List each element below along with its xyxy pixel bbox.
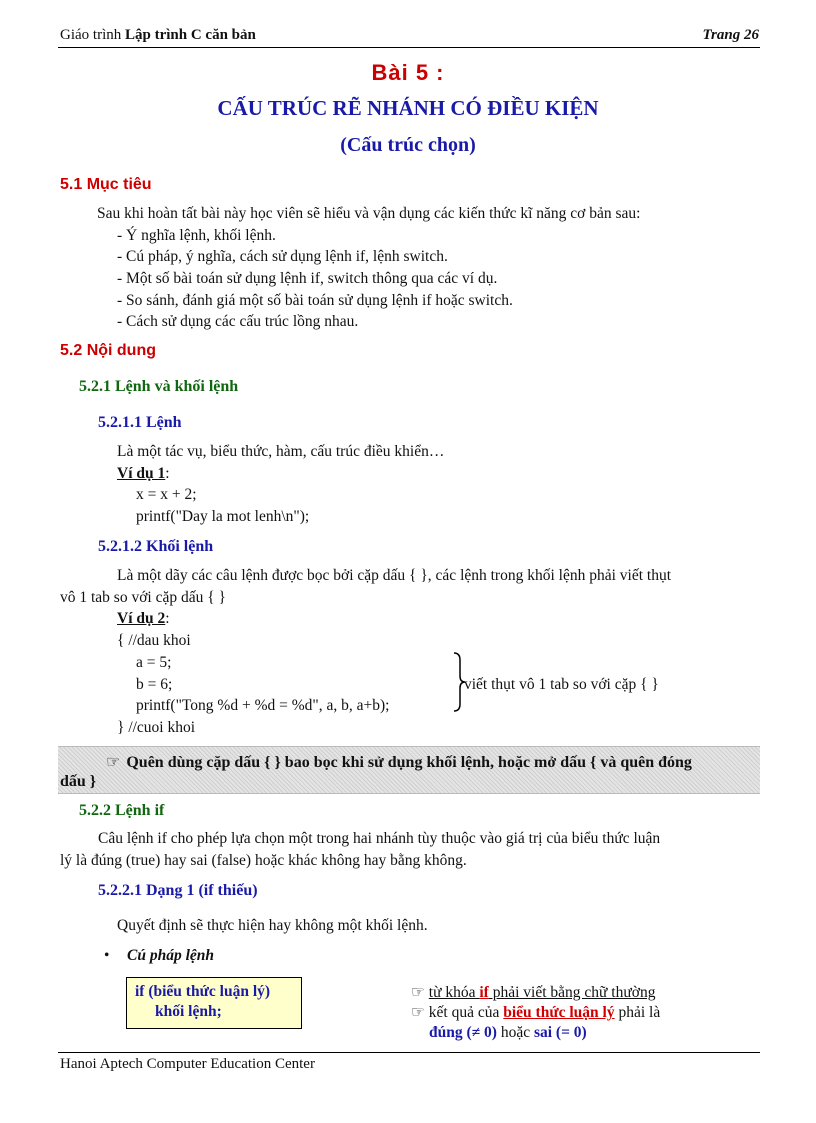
example-2-label: [117, 610, 170, 628]
header-prefix: Giáo trình: [60, 27, 125, 43]
tip-boolean-result: [411, 1003, 660, 1022]
tip-true-false: [429, 1024, 587, 1042]
code-line: } //cuoi khoi: [117, 719, 196, 736]
bullet-icon: •: [104, 947, 110, 964]
lesson-subtitle: (Cấu trúc chọn): [340, 134, 476, 156]
warning-note: [58, 746, 760, 794]
section-5-2-2-heading: 5.2.2 Lệnh if: [79, 802, 165, 819]
code-line: printf("Day la mot lenh\n");: [136, 508, 310, 525]
block-definition-line1: Là một dãy các câu lệnh được bọc bởi cặp dấu { }, các lệnh trong khối lệnh phải viết thụt: [117, 567, 672, 584]
objective-item: - Cú pháp, ý nghĩa, cách sử dụng lệnh if, lệnh switch.: [117, 248, 448, 265]
section-5-2-1-1-heading: 5.2.1.1 Lệnh: [98, 414, 182, 431]
tip-text: phải viết bằng chữ thường: [488, 984, 656, 1001]
tip-text: kết quả của: [428, 1004, 504, 1021]
pointing-hand-icon: ☞: [411, 1004, 425, 1021]
block-definition-line2: vô 1 tab so với cặp dấu { }: [60, 589, 226, 606]
example-2-title: Ví dụ 2: [117, 610, 166, 627]
statement-definition: Là một tác vụ, biểu thức, hàm, cấu trúc điều khiển…: [117, 443, 445, 460]
tip-keyword-lowercase: [411, 983, 655, 1002]
objective-item: - So sánh, đánh giá một số bài toán sử dụng lệnh if hoặc switch.: [117, 292, 513, 309]
pointing-hand-icon: ☞: [411, 984, 425, 1001]
example-1-label: [117, 465, 170, 483]
syntax-line: if (biểu thức luận lý): [135, 983, 271, 1000]
objectives-intro: Sau khi hoàn tất bài này học viên sẽ hiểu và vận dụng các kiến thức kĩ năng cơ bản sau:: [97, 205, 641, 222]
warning-note-line1: [106, 752, 692, 772]
section-5-2-heading: 5.2 Nội dung: [60, 342, 156, 359]
section-5-2-1-heading: 5.2.1 Lệnh và khối lệnh: [79, 378, 239, 395]
pointing-hand-icon: ☞: [106, 754, 121, 771]
page-number: Trang 26: [702, 27, 759, 43]
objective-item: - Ý nghĩa lệnh, khối lệnh.: [117, 227, 276, 244]
if-definition-line1: Câu lệnh if cho phép lựa chọn một trong hai nhánh tùy thuộc vào giá trị của biểu thức luận: [98, 830, 661, 847]
code-line: { //dau khoi: [117, 632, 191, 649]
objective-item: - Cách sử dụng các cấu trúc lồng nhau.: [117, 313, 359, 330]
true-value: đúng (≠ 0): [429, 1024, 497, 1041]
tip-text: từ khóa: [428, 984, 480, 1001]
code-line: x = x + 2;: [136, 486, 197, 503]
false-value: sai (= 0): [533, 1024, 587, 1041]
footer-text: Hanoi Aptech Computer Education Center: [60, 1056, 315, 1072]
section-5-2-2-1-heading: 5.2.2.1 Dạng 1 (if thiếu): [98, 882, 258, 899]
footer-rule: [58, 1052, 760, 1053]
syntax-box: [126, 977, 302, 1029]
syntax-line: khối lệnh;: [155, 1003, 222, 1020]
warning-note-line2: dấu }: [60, 773, 97, 790]
code-line: printf("Tong %d + %d = %d", a, b, a+b);: [136, 697, 390, 714]
code-line: a = 5;: [136, 654, 172, 671]
syntax-label: Cú pháp lệnh: [127, 947, 215, 964]
header-rule: [58, 47, 760, 48]
lesson-number: Bài 5 :: [371, 60, 445, 85]
keyword-boolean-expression: biểu thức luận lý: [503, 1004, 615, 1021]
form1-description: Quyết định sẽ thực hiện hay không một khối lệnh.: [117, 917, 428, 934]
running-header-left: [60, 27, 256, 44]
code-line: b = 6;: [136, 676, 173, 693]
example-2-colon: :: [165, 610, 170, 627]
example-1-title: Ví dụ 1: [117, 465, 166, 482]
keyword-if: if: [479, 984, 489, 1001]
lesson-title: CẤU TRÚC RẼ NHÁNH CÓ ĐIỀU KIỆN: [217, 96, 599, 120]
if-definition-line2: lý là đúng (true) hay sai (false) hoặc khác không hay bằng không.: [60, 852, 467, 869]
example-1-colon: :: [165, 465, 170, 482]
objective-item: - Một số bài toán sử dụng lệnh if, switch thông qua các ví dụ.: [117, 270, 498, 287]
section-5-1-heading: 5.1 Mục tiêu: [60, 176, 152, 193]
tip-text: hoặc: [496, 1024, 534, 1041]
header-book-title: Lập trình C căn bản: [125, 27, 256, 43]
tip-text: phải là: [614, 1004, 661, 1021]
warning-text: Quên dùng cặp dấu { } bao bọc khi sử dụng khối lệnh, hoặc mở dấu { và quên đóng: [126, 754, 692, 771]
indent-note: viết thụt vô 1 tab so với cặp { }: [464, 676, 659, 693]
section-5-2-1-2-heading: 5.2.1.2 Khối lệnh: [98, 538, 214, 555]
